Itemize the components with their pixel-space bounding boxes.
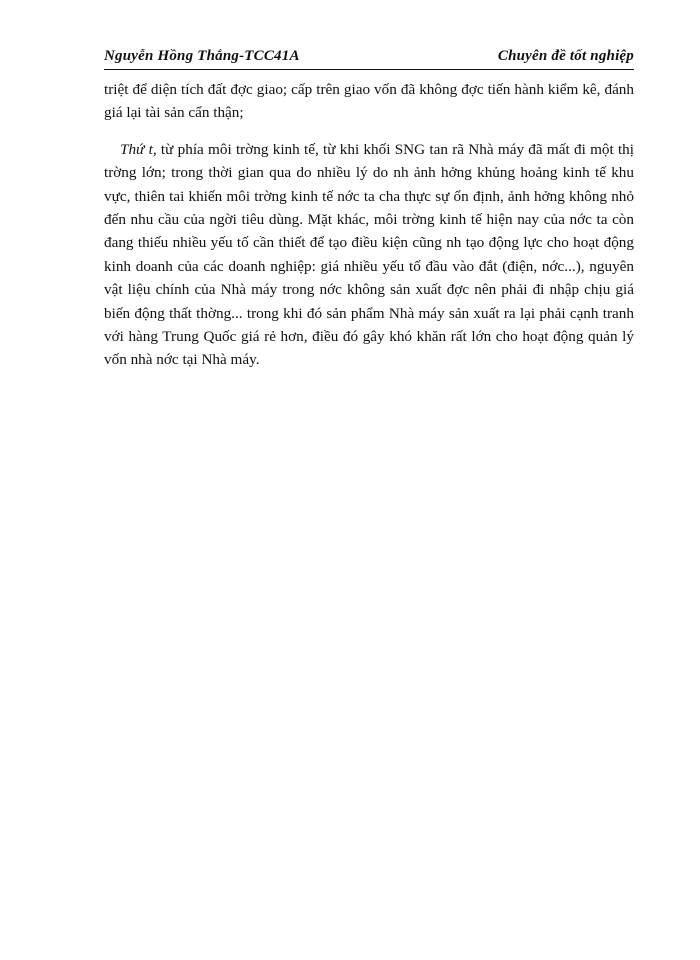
header-title: Chuyên đề tốt nghiệp bbox=[497, 48, 634, 64]
paragraph-2 bbox=[104, 138, 634, 372]
header-divider bbox=[104, 69, 634, 70]
paragraph-1: triệt để diện tích đất đợc giao; cấp trên giao vốn đã không đợc tiến hành kiểm kê, đánh giá lại tài sản cẩn thận; bbox=[104, 81, 634, 122]
paragraph-2-text: từ phía môi trờng kinh tế, từ khi khối SNG tan rã Nhà máy đã mất đi một thị trờng lớn; trong thời gian qua do nhiều lý do nh ảnh hởng khủng hoảng kinh tế khu vực, thiên tai khiến môi trờng kinh tế nớc ta cha thực sự ổn định, ảnh hởng không nhỏ đến nhu cầu của ngời tiêu dùng. Mặt khác, môi trờng kinh tế hiện nay của nớc ta còn đang thiếu nhiều yếu tố cần thiết để tạo điều kiện cũng nh tạo động lực cho hoạt động kinh doanh của các doanh nghiệp: giá nhiều yếu tố đầu vào đắt (điện, nớc...), nguyên vật liệu chính của Nhà máy trong nớc không sản xuất đợc nên phải đi nhập chịu giá biến động thất thờng... trong khi đó sản phẩm Nhà máy sản xuất ra lại phải cạnh tranh với hàng Trung Quốc giá rẻ hơn, điều đó gây khó khăn rất lớn cho hoạt động quản lý vốn nhà nớc tại Nhà máy. bbox=[104, 140, 635, 369]
page-header bbox=[104, 44, 634, 70]
document-body bbox=[104, 78, 634, 372]
header-author: Nguyễn Hồng Thắng-TCC41A bbox=[104, 48, 300, 64]
paragraph-2-lead: Thứ t, bbox=[120, 140, 157, 158]
